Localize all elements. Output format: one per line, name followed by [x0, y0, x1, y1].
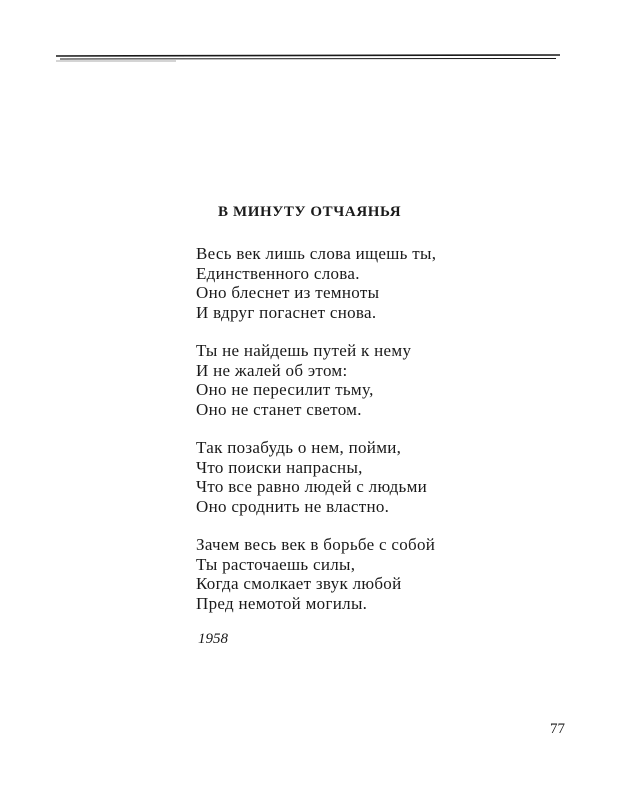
stanza	[196, 438, 436, 516]
stanza	[196, 341, 436, 419]
poem-line: Когда смолкает звук любой	[196, 574, 402, 593]
poem-line: Что все равно людей с людьми	[196, 477, 428, 496]
top-rule	[56, 50, 560, 64]
poem-year: 1958	[198, 631, 228, 647]
stanza	[196, 535, 436, 613]
poem-body	[196, 244, 436, 632]
poem-line: Оно блеснет из темноты	[196, 283, 380, 302]
stanza	[196, 244, 436, 322]
poem-line: Ты не найдешь путей к нему	[196, 341, 412, 360]
poem-line: Зачем весь век в борьбе с собой	[196, 535, 436, 554]
poem-line: И не жалей об этом:	[196, 360, 348, 380]
poem-line: Весь век лишь слова ищешь ты,	[196, 244, 437, 263]
poem-line: Ты расточаешь силы,	[196, 554, 356, 574]
poem-line: И вдруг погаснет снова.	[196, 302, 377, 322]
poem-line: Что поиски напрасны,	[196, 457, 363, 477]
page-number: 77	[550, 721, 565, 737]
poem-title: В МИНУТУ ОТЧАЯНЬЯ	[218, 204, 402, 220]
poem-line: Единственного слова.	[196, 263, 360, 283]
poem-line: Оно не станет светом.	[196, 399, 362, 419]
poem-line: Пред немотой могилы.	[196, 593, 368, 613]
poem-line: Оно не пересилит тьму,	[196, 380, 374, 399]
poem-line: Оно сроднить не властно.	[196, 496, 390, 516]
poem-line: Так позабудь о нем, пойми,	[196, 438, 402, 457]
